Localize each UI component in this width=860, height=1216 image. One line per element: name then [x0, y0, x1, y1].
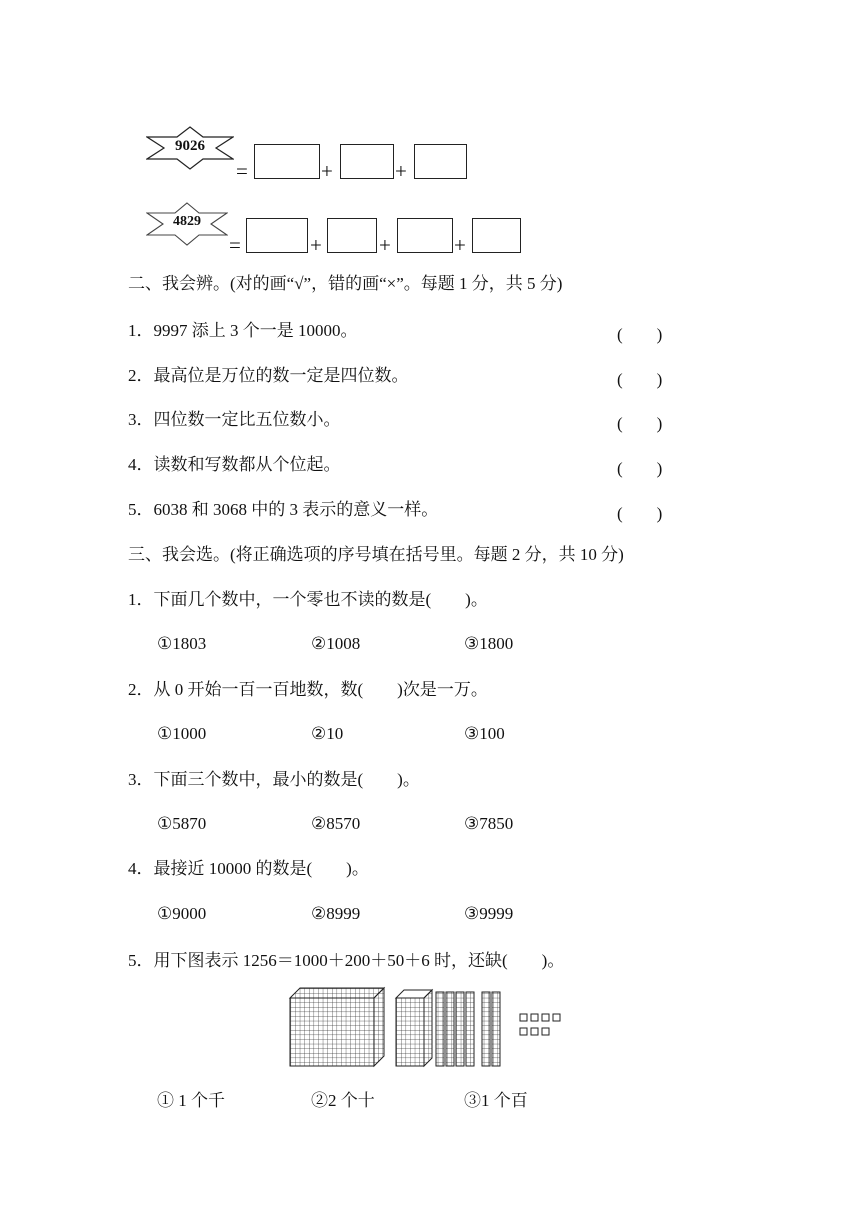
answer-box[interactable]	[397, 218, 453, 253]
choice-option[interactable]: ②2 个十	[311, 1091, 375, 1110]
choice-option[interactable]: ③100	[464, 724, 505, 743]
choice-option[interactable]: ① 1 个千	[157, 1091, 225, 1110]
judge-item: 1．9997 添上 3 个一是 10000。	[128, 321, 358, 340]
answer-box[interactable]	[254, 144, 320, 179]
choice-option[interactable]: ③1800	[464, 634, 514, 653]
unit-cubes-icon	[520, 1014, 560, 1035]
judge-item: 3．四位数一定比五位数小。	[128, 410, 341, 429]
section2-heading: 二、我会辨。(对的画“√”，错的画“×”。每题 1 分，共 5 分)	[128, 274, 563, 293]
base-ten-blocks-illustration	[286, 984, 576, 1068]
choice-option[interactable]: ②8999	[311, 904, 361, 923]
judge-item: 4．读数和写数都从个位起。	[128, 455, 341, 474]
answer-box[interactable]	[472, 218, 521, 253]
choice-question: 5．用下图表示 1256＝1000＋200＋50＋6 时，还缺( )。	[128, 951, 565, 970]
equals-sign: =	[229, 233, 241, 257]
answer-paren[interactable]: ( )	[617, 459, 663, 478]
plus-sign: +	[310, 233, 322, 257]
star-badge-4829	[146, 202, 228, 246]
choice-option[interactable]: ②1008	[311, 634, 361, 653]
choice-option[interactable]: ③1 个百	[464, 1091, 528, 1110]
answer-paren[interactable]: ( )	[617, 325, 663, 344]
choice-question: 2．从 0 开始一百一百地数，数( )次是一万。	[128, 680, 488, 699]
choice-option[interactable]: ②10	[311, 724, 344, 743]
choice-question: 1．下面几个数中，一个零也不读的数是( )。	[128, 590, 488, 609]
answer-box[interactable]	[414, 144, 467, 179]
choice-option[interactable]: ③7850	[464, 814, 514, 833]
judge-item: 5．6038 和 3068 中的 3 表示的意义一样。	[128, 500, 439, 519]
answer-box[interactable]	[246, 218, 308, 253]
answer-paren[interactable]: ( )	[617, 414, 663, 433]
hundred-flat-icon	[396, 990, 432, 1066]
plus-sign: +	[321, 159, 333, 183]
choice-option[interactable]: ①1000	[157, 724, 207, 743]
thousand-cube-icon	[290, 988, 384, 1066]
star-number: 9026	[175, 138, 205, 154]
answer-box[interactable]	[327, 218, 377, 253]
section3-heading: 三、我会选。(将正确选项的序号填在括号里。每题 2 分，共 10 分)	[128, 545, 624, 564]
answer-box[interactable]	[340, 144, 394, 179]
choice-option[interactable]: ①1803	[157, 634, 207, 653]
choice-option[interactable]: ②8570	[311, 814, 361, 833]
choice-option[interactable]: ①5870	[157, 814, 207, 833]
star-badge-9026	[146, 126, 234, 170]
choice-question: 4．最接近 10000 的数是( )。	[128, 859, 369, 878]
ten-rods-icon	[436, 992, 500, 1066]
answer-paren[interactable]: ( )	[617, 370, 663, 389]
choice-option[interactable]: ①9000	[157, 904, 207, 923]
plus-sign: +	[395, 159, 407, 183]
equals-sign: =	[236, 159, 248, 183]
star-number: 4829	[173, 214, 201, 229]
plus-sign: +	[379, 233, 391, 257]
judge-item: 2．最高位是万位的数一定是四位数。	[128, 366, 409, 385]
plus-sign: +	[454, 233, 466, 257]
choice-question: 3．下面三个数中，最小的数是( )。	[128, 770, 420, 789]
answer-paren[interactable]: ( )	[617, 504, 663, 523]
choice-option[interactable]: ③9999	[464, 904, 514, 923]
